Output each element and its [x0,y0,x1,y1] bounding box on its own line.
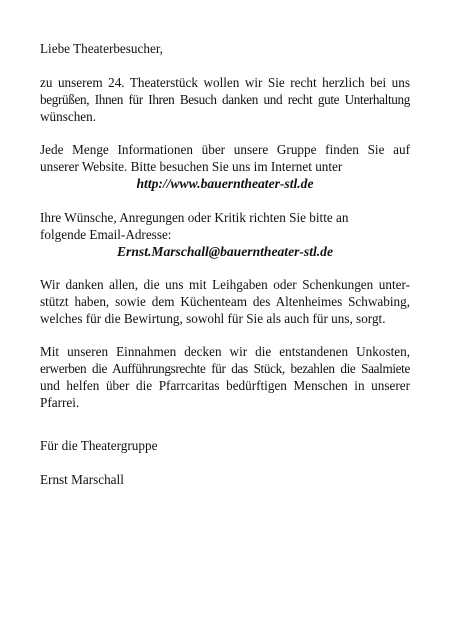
greeting: Liebe Theaterbesucher, [40,41,163,56]
thanks-line-2: stützt haben, sowie dem Küchenteam des Altenheimes Schwabing, [40,294,410,309]
website-line-2: unserer Website. Bitte besuchen Sie uns im Internet unter [40,159,343,174]
closing-paragraph [40,437,410,454]
website-paragraph [40,141,410,192]
website-url: http://www.bauerntheater-stl.de [136,176,314,191]
website-line-1: Jede Menge Informationen über unsere Gruppe finden Sie auf [40,142,410,157]
feedback-line-1: Ihre Wünsche, Anregungen oder Kritik richten Sie bitte an [40,210,349,225]
thanks-line-1: Wir danken allen, die uns mit Leihgaben oder Schenkungen unter- [40,277,410,292]
welcome-line-1: zu unserem 24. Theaterstück wollen wir Sie recht herzlich bei uns [40,75,410,90]
income-line-4: Pfarrei. [40,395,80,410]
income-line-1: Mit unseren Einnahmen decken wir die entstandenen Unkosten, [40,344,410,359]
closing-line: Für die Theatergruppe [40,438,158,453]
contact-email: Ernst.Marschall@bauerntheater-stl.de [116,244,333,259]
welcome-line-2: begrüßen, Ihnen für Ihren Besuch danken und recht gute Unterhaltung [40,92,410,107]
feedback-paragraph [40,209,410,260]
thanks-paragraph [40,276,410,327]
income-paragraph [40,343,410,411]
signature-paragraph [40,471,410,488]
signature-name: Ernst Marschall [40,472,124,487]
welcome-paragraph [40,74,410,125]
income-line-3: und helfen über die Pfarrcaritas bedürftigen Menschen in unserer [40,378,410,393]
feedback-line-2: folgende Email-Adresse: [40,227,172,242]
thanks-line-3: welches für die Bewirtung, sowohl für Sie als auch für uns, sorgt. [40,311,386,326]
greeting-paragraph [40,40,410,57]
welcome-line-3: wünschen. [40,109,97,124]
income-line-2: erwerben die Aufführungsrechte für das Stück, bezahlen die Saalmiete [40,361,410,376]
